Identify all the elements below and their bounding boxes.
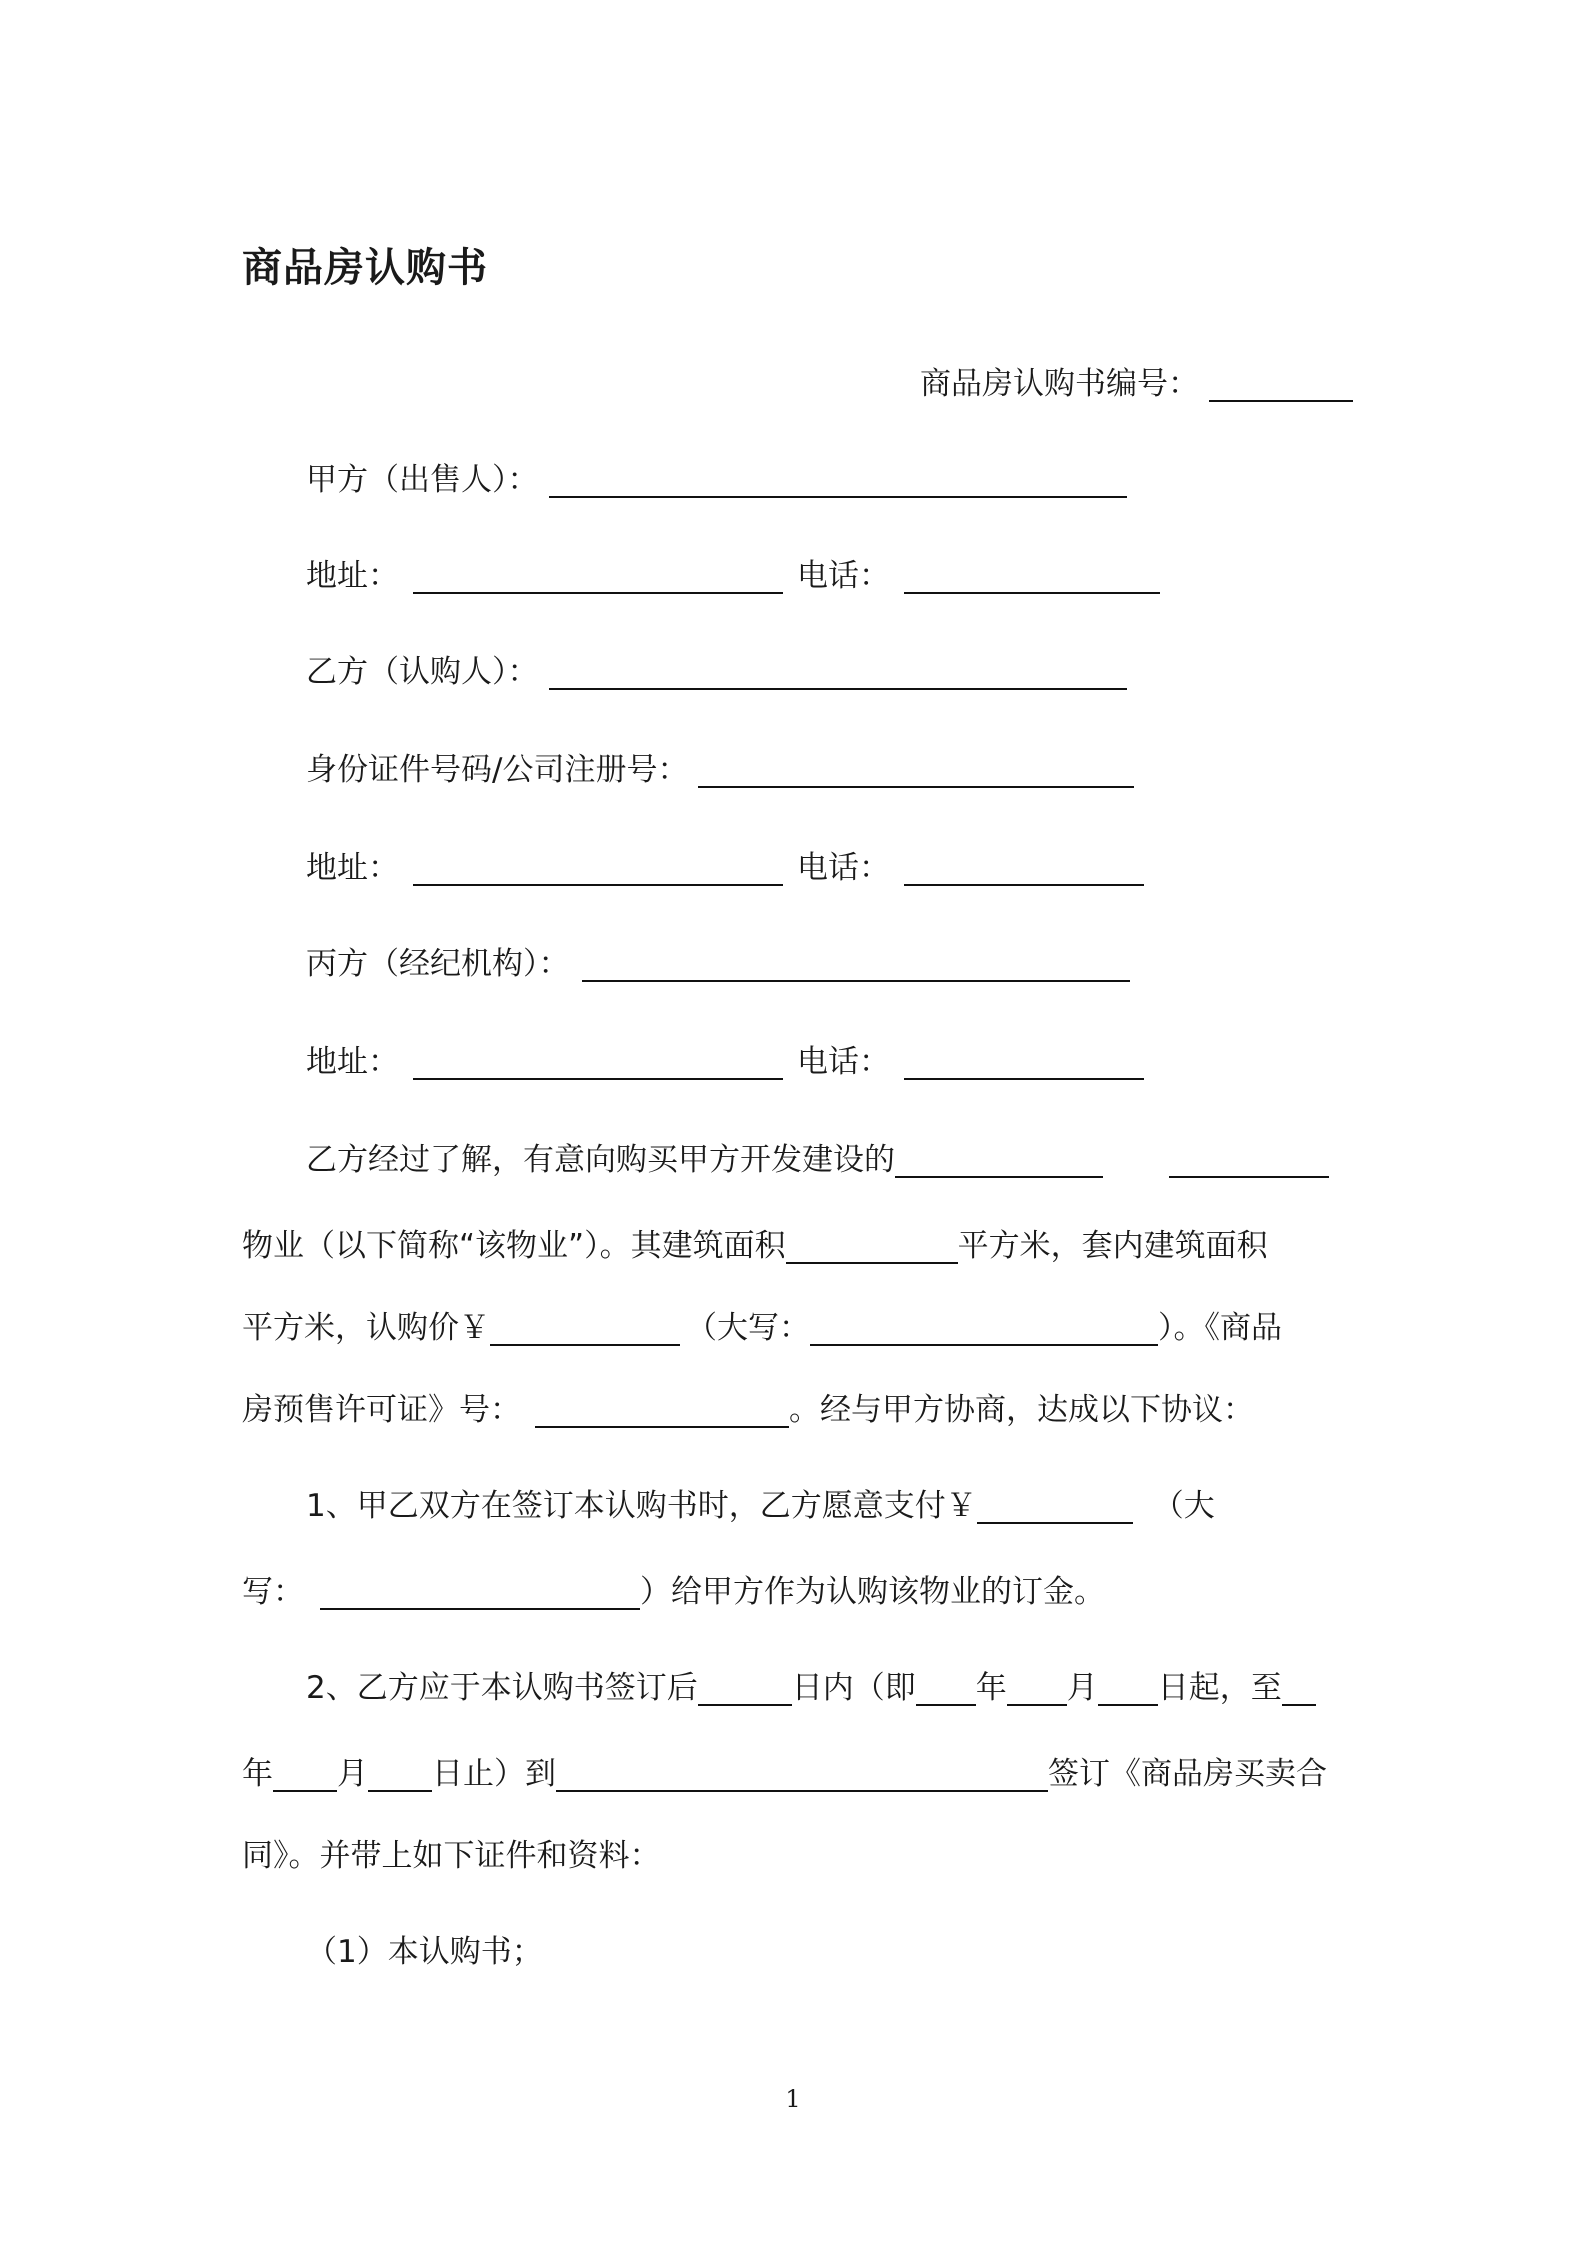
- start-day-field[interactable]: [1098, 1670, 1158, 1706]
- intro-text: 。经与甲方协商，达成以下协议：: [789, 1392, 1254, 1428]
- intro-text: 平方米，认购价￥: [242, 1310, 490, 1346]
- developer-project-field[interactable]: [895, 1142, 1103, 1178]
- start-month-field[interactable]: [1007, 1670, 1067, 1706]
- party-b-phone-label: 电话：: [797, 850, 890, 886]
- party-a-address-label: 地址：: [306, 558, 399, 594]
- party-a-phone-label: 电话：: [797, 558, 890, 594]
- party-c-contact-row: [306, 1042, 1144, 1082]
- clause-text: 日止）到: [432, 1756, 556, 1792]
- deposit-words-field[interactable]: [320, 1574, 640, 1610]
- intro-text: 房预售许可证》号：: [242, 1392, 521, 1428]
- end-day-field[interactable]: [368, 1756, 432, 1792]
- clause-text: 月: [337, 1756, 368, 1792]
- party-a-contact-row: [306, 556, 1160, 596]
- intro-text: 平方米，套内建筑面积: [957, 1228, 1268, 1264]
- party-b-address-label: 地址：: [306, 850, 399, 886]
- party-c-address-label: 地址：: [306, 1044, 399, 1080]
- clause-text: 年: [975, 1670, 1007, 1706]
- clause-text: 月: [1066, 1670, 1098, 1706]
- intro-line-2: [242, 1226, 1268, 1266]
- deposit-amount-field[interactable]: [977, 1488, 1133, 1524]
- start-year-field[interactable]: [916, 1670, 976, 1706]
- party-a-name-field[interactable]: [549, 462, 1127, 498]
- page-number: 1: [785, 2085, 801, 2113]
- intro-line-1: [306, 1140, 1329, 1180]
- clause-2-line-3: [242, 1836, 661, 1876]
- serial-number-field[interactable]: [1209, 366, 1353, 402]
- party-b-id-field[interactable]: [698, 752, 1134, 788]
- party-b-label: 乙方（认购人）：: [306, 654, 539, 690]
- party-a-phone-field[interactable]: [904, 558, 1160, 594]
- intro-text: 乙方经过了解，有意向购买甲方开发建设的: [306, 1142, 895, 1178]
- list-item-text: （1）本认购书；: [306, 1934, 543, 1970]
- clause-text: （大: [1152, 1488, 1215, 1524]
- clause-text: 1、甲乙双方在签订本认购书时，乙方愿意支付￥: [306, 1488, 977, 1524]
- document-title: 商品房认购书: [242, 245, 488, 291]
- building-area-field[interactable]: [786, 1228, 958, 1264]
- clause-text: 日内（即: [791, 1670, 916, 1706]
- party-c-phone-field[interactable]: [904, 1044, 1144, 1080]
- price-words-field[interactable]: [810, 1310, 1158, 1346]
- party-b-address-field[interactable]: [413, 850, 783, 886]
- clause-2-line-1: [306, 1668, 1316, 1708]
- clause-text: 年: [242, 1756, 273, 1792]
- party-c-label: 丙方（经纪机构）：: [306, 946, 570, 982]
- party-c-phone-label: 电话：: [797, 1044, 890, 1080]
- party-a-label: 甲方（出售人）：: [306, 462, 539, 498]
- presale-permit-field[interactable]: [535, 1392, 789, 1428]
- clause-text: 日起，至: [1157, 1670, 1282, 1706]
- clause-text: ）给甲方作为认购该物业的订金。: [640, 1574, 1105, 1610]
- party-b-row: [306, 652, 1127, 692]
- clause-text: 签订《商品房买卖合: [1048, 1756, 1327, 1792]
- clause-1-line-2: [242, 1572, 1105, 1612]
- party-a-address-field[interactable]: [413, 558, 783, 594]
- intro-text: ）。《商品: [1158, 1310, 1282, 1346]
- party-a-row: [306, 460, 1127, 500]
- party-b-contact-row: [306, 848, 1144, 888]
- price-field[interactable]: [490, 1310, 680, 1346]
- clause-text: 写：: [242, 1574, 304, 1610]
- intro-line-4: [242, 1390, 1254, 1430]
- clause-1-line-1: [306, 1486, 1215, 1526]
- party-b-phone-field[interactable]: [904, 850, 1144, 886]
- days-field[interactable]: [698, 1670, 792, 1706]
- clause-text: 2、乙方应于本认购书签订后: [306, 1670, 698, 1706]
- party-b-id-row: [306, 750, 1134, 790]
- party-c-name-field[interactable]: [582, 946, 1130, 982]
- property-name-field[interactable]: [1169, 1142, 1329, 1178]
- intro-text: （大写：: [686, 1310, 810, 1346]
- party-c-row: [306, 944, 1130, 984]
- intro-line-3: [242, 1308, 1282, 1348]
- clause-2-line-2: [242, 1754, 1327, 1794]
- serial-number-row: [920, 364, 1353, 404]
- party-b-name-field[interactable]: [549, 654, 1127, 690]
- party-b-id-label: 身份证件号码/公司注册号：: [306, 752, 689, 788]
- intro-text: 物业（以下简称“该物业”）。其建筑面积: [242, 1228, 786, 1264]
- clause-text: 同》。并带上如下证件和资料：: [242, 1838, 661, 1874]
- end-year-field[interactable]: [1282, 1670, 1316, 1706]
- serial-number-label: 商品房认购书编号：: [920, 366, 1199, 402]
- signing-place-field[interactable]: [556, 1756, 1048, 1792]
- party-c-address-field[interactable]: [413, 1044, 783, 1080]
- list-item: [306, 1932, 543, 1972]
- end-month-field[interactable]: [273, 1756, 337, 1792]
